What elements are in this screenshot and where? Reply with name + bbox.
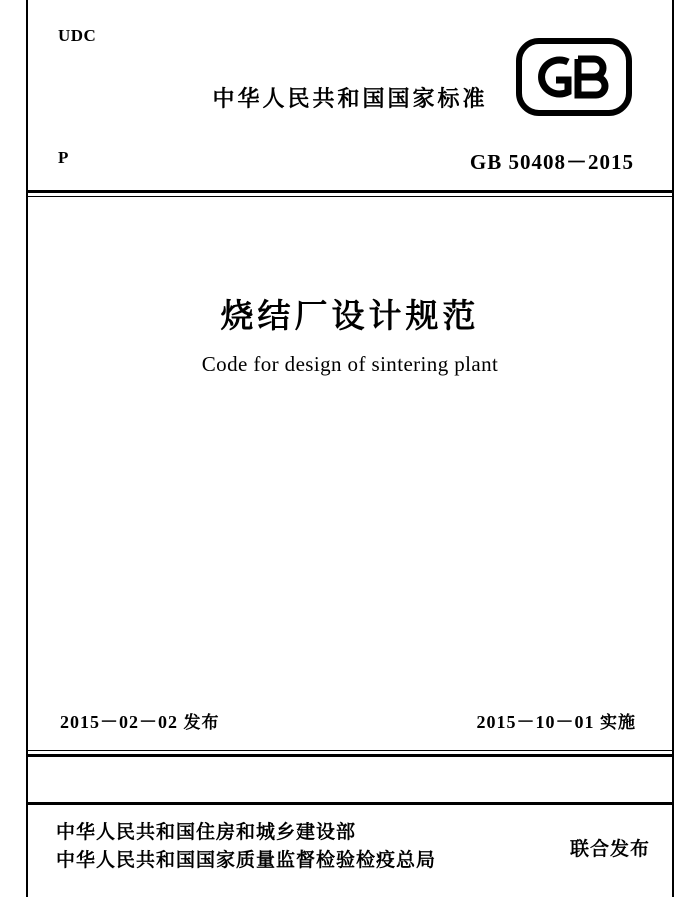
divider-bottom-thin [26, 750, 674, 751]
effective-date-block [477, 708, 637, 734]
effective-date: 2015－10－01 [476, 712, 595, 732]
national-standard-heading: 中华人民共和国国家标准 [212, 87, 488, 112]
publisher-line-2: 中华人民共和国国家质量监督检验检疫总局 [56, 849, 437, 871]
divider-bottom-thick [26, 754, 674, 757]
page-border-right [672, 0, 674, 897]
page-title: 烧结厂设计规范 [220, 296, 480, 335]
publisher-line-1: 中华人民共和国住房和城乡建设部 [56, 821, 357, 843]
classification-mark: P [58, 148, 69, 167]
divider-footer [26, 802, 674, 805]
issue-date: 2015－02－02 [60, 712, 178, 732]
divider-top-thick [26, 190, 674, 193]
publisher-block [56, 818, 436, 874]
effective-date-label: 实施 [600, 713, 636, 733]
gb-logo-icon [516, 38, 632, 116]
issue-date-label: 发布 [183, 713, 220, 733]
page-border-left [26, 0, 28, 897]
divider-top-thin [26, 196, 674, 197]
issue-date-block [60, 708, 220, 734]
joint-release-label: 联合发布 [569, 838, 650, 860]
udc-label: UDC [58, 26, 97, 45]
standard-code: GB 50408－2015 [469, 150, 634, 174]
page-subtitle-english: Code for design of sintering plant [201, 352, 499, 376]
